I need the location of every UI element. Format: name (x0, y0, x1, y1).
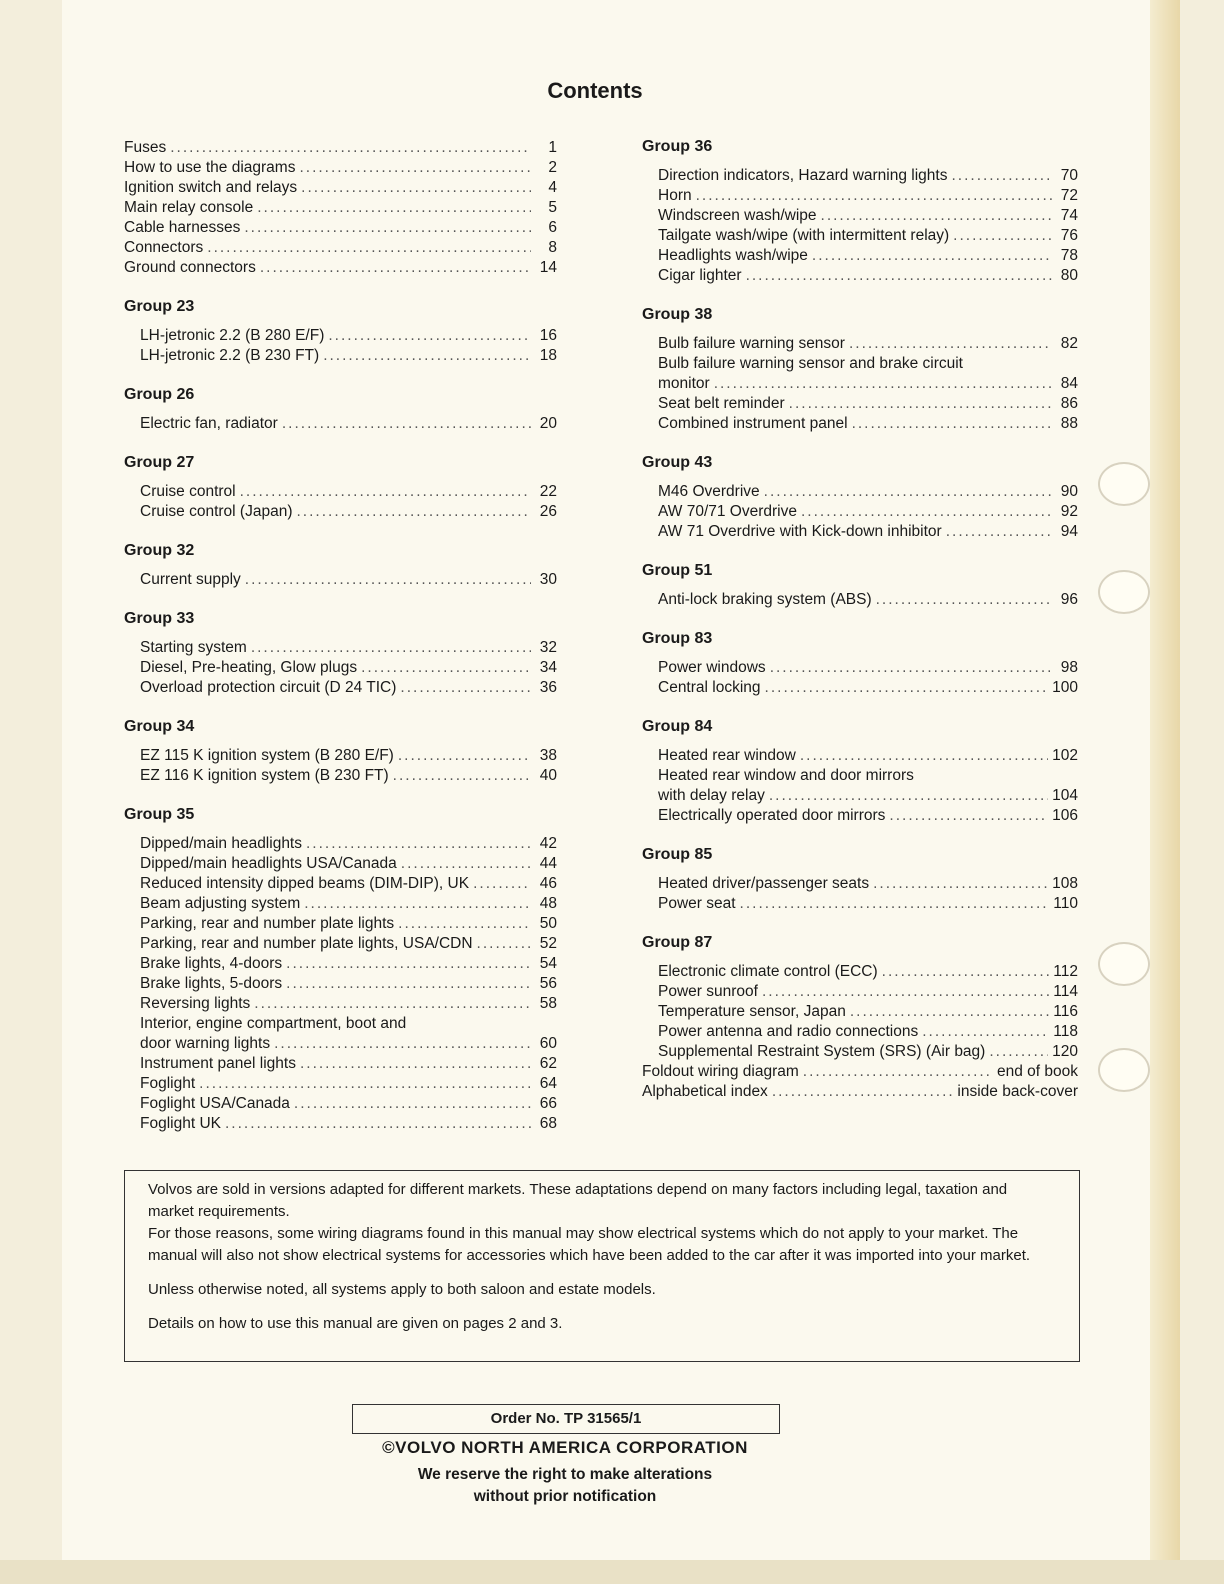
toc-entry (642, 590, 1078, 610)
toc-entry-page: 82 (1060, 335, 1078, 352)
toc-entry-page: 112 (1053, 963, 1078, 980)
toc-entry-label: Cable harnesses (124, 219, 241, 236)
toc-entry-page: 8 (548, 239, 557, 256)
dot-leader (257, 198, 531, 218)
toc-entry (124, 834, 557, 854)
dot-leader (300, 1054, 531, 1074)
toc-entry-label: Overload protection circuit (D 24 TIC) (140, 679, 397, 696)
toc-entry (642, 1082, 1078, 1102)
toc-entry-page: 4 (548, 179, 557, 196)
toc-entry (124, 746, 557, 766)
dot-leader (812, 246, 1052, 266)
dot-leader (398, 746, 531, 766)
toc-entry-label: with delay relay (658, 787, 765, 804)
dot-leader (199, 1074, 531, 1094)
toc-entry (124, 238, 557, 258)
dot-leader (889, 806, 1048, 826)
toc-entry-page: 18 (539, 347, 557, 364)
toc-entry-label: Cruise control (140, 483, 236, 500)
toc-entry (124, 178, 557, 198)
toc-entry-page: 22 (539, 483, 557, 500)
toc-entry (642, 374, 1078, 394)
toc-entry (124, 994, 557, 1014)
toc-entry (124, 914, 557, 934)
dot-leader (225, 1114, 531, 1134)
toc-entry (124, 1014, 557, 1034)
toc-entry-label: Connectors (124, 239, 204, 256)
dot-leader (876, 590, 1052, 610)
dot-leader (772, 1082, 954, 1102)
toc-entry (642, 1042, 1078, 1062)
toc-entry-page: 104 (1052, 787, 1078, 804)
toc-entry (124, 258, 557, 278)
toc-entry-page: 70 (1060, 167, 1078, 184)
toc-entry-label: Combined instrument panel (658, 415, 848, 432)
alterations-line: without prior notification (473, 1488, 657, 1505)
dot-leader (789, 394, 1052, 414)
toc-entry (124, 766, 557, 786)
toc-entry-label: Dipped/main headlights USA/Canada (140, 855, 397, 872)
toc-entry-page: 52 (539, 935, 557, 952)
group-heading: Group 43 (642, 454, 713, 471)
toc-entry-label: Power sunroof (658, 983, 758, 1000)
toc-entry (124, 1054, 557, 1074)
toc-entry-page: 58 (539, 995, 557, 1012)
toc-entry-label: Diesel, Pre-heating, Glow plugs (140, 659, 358, 676)
toc-entry-page: 48 (539, 895, 557, 912)
toc-entry-page: 110 (1053, 895, 1078, 912)
dot-leader (393, 766, 531, 786)
toc-entry-page: 84 (1060, 375, 1078, 392)
dot-leader (254, 994, 531, 1014)
toc-entry-page: 46 (539, 875, 557, 892)
toc-entry-label: Cruise control (Japan) (140, 503, 293, 520)
toc-entry-label: M46 Overdrive (658, 483, 760, 500)
toc-entry-label: Alphabetical index (642, 1083, 768, 1100)
toc-entry-label: Heated driver/passenger seats (658, 875, 870, 892)
toc-entry-label: Parking, rear and number plate lights (140, 915, 395, 932)
dot-leader (294, 1094, 531, 1114)
toc-entry-page: 34 (539, 659, 557, 676)
toc-entry-label: Cigar lighter (658, 267, 742, 284)
dot-leader (850, 1002, 1049, 1022)
toc-entry (124, 158, 557, 178)
dot-leader (873, 874, 1048, 894)
toc-entry-label: Main relay console (124, 199, 254, 216)
toc-entry (124, 954, 557, 974)
dot-leader (323, 346, 531, 366)
toc-entry-page: 108 (1052, 875, 1078, 892)
dot-leader (274, 1034, 531, 1054)
toc-entry (124, 1034, 557, 1054)
notice-paragraph: Volvos are sold in versions adapted for different markets. These adaptations depend on many factors including legal, taxation and market requirements. (148, 1181, 1008, 1220)
toc-entry (642, 658, 1078, 678)
dot-leader (951, 166, 1052, 186)
toc-entry-label: How to use the diagrams (124, 159, 296, 176)
group-heading: Group 34 (124, 718, 195, 735)
dot-leader (764, 482, 1052, 502)
group-heading: Group 32 (124, 542, 195, 559)
toc-entry (124, 934, 557, 954)
toc-entry-page: 60 (539, 1035, 557, 1052)
toc-entry (124, 346, 557, 366)
dot-leader (801, 502, 1052, 522)
toc-entry-label: Seat belt reminder (658, 395, 785, 412)
dot-leader (400, 678, 531, 698)
toc-entry-label: Beam adjusting system (140, 895, 301, 912)
dot-leader (304, 894, 531, 914)
alterations-line: We reserve the right to make alterations (417, 1466, 713, 1483)
toc-entry-label: Heated rear window (658, 747, 796, 764)
notice-paragraph: For those reasons, some wiring diagrams found in this manual may show electrical systems which do not apply to your market. The manual will also not show electrical systems for accessories which have been added to the car after it was imported into your market. (148, 1225, 1031, 1264)
toc-entry-label: Bulb failure warning sensor and brake circuit (658, 355, 963, 372)
dot-leader (398, 914, 531, 934)
group-heading: Group 38 (642, 306, 713, 323)
toc-entry (642, 334, 1078, 354)
toc-entry-page: 118 (1053, 1023, 1078, 1040)
toc-entry-label: Central locking (658, 679, 761, 696)
toc-entry (642, 414, 1078, 434)
toc-entry-page: 114 (1053, 983, 1078, 1000)
toc-entry-page: 120 (1052, 1043, 1078, 1060)
toc-entry (124, 974, 557, 994)
toc-entry-page: 116 (1053, 1003, 1078, 1020)
toc-entry-page: 62 (539, 1055, 557, 1072)
toc-entry-label: Horn (658, 187, 692, 204)
dot-leader (953, 226, 1052, 246)
toc-entry-page: 72 (1060, 187, 1078, 204)
toc-entry (124, 1114, 557, 1134)
toc-entry-label: Foldout wiring diagram (642, 1063, 799, 1080)
toc-entry (642, 206, 1078, 226)
dot-leader (207, 238, 531, 258)
binder-tab (1098, 1048, 1150, 1092)
dot-leader (762, 982, 1049, 1002)
toc-entry-page: 38 (539, 747, 557, 764)
page-bottom-shadow (0, 1560, 1224, 1584)
toc-entry (642, 894, 1078, 914)
page-title: Contents (547, 78, 643, 103)
toc-entry (124, 678, 557, 698)
toc-entry-page: inside back-cover (957, 1083, 1078, 1100)
toc-entry-page: 98 (1060, 659, 1078, 676)
toc-entry-page: 5 (548, 199, 557, 216)
binder-tab (1098, 462, 1150, 506)
toc-entry-page: 54 (539, 955, 557, 972)
toc-entry-label: Power seat (658, 895, 736, 912)
dot-leader (401, 854, 531, 874)
dot-leader (328, 326, 531, 346)
toc-entry-label: AW 71 Overdrive with Kick-down inhibitor (658, 523, 942, 540)
toc-entry-label: LH-jetronic 2.2 (B 230 FT) (140, 347, 320, 364)
dot-leader (770, 658, 1052, 678)
toc-entry-label: Electrically operated door mirrors (658, 807, 886, 824)
dot-leader (251, 638, 531, 658)
toc-entry-page: 100 (1052, 679, 1078, 696)
toc-entry-page: end of book (996, 1063, 1078, 1080)
toc-entry (642, 982, 1078, 1002)
toc-entry-label: Parking, rear and number plate lights, USA/CDN (140, 935, 473, 952)
toc-entry-page: 44 (539, 855, 557, 872)
toc-entry-page: 106 (1052, 807, 1078, 824)
toc-entry-page: 96 (1060, 591, 1078, 608)
dot-leader (296, 502, 531, 522)
toc-entry (642, 1002, 1078, 1022)
toc-entry (642, 354, 1078, 374)
group-heading: Group 26 (124, 386, 195, 403)
dot-leader (245, 570, 531, 590)
dot-leader (746, 266, 1052, 286)
toc-entry-page: 86 (1060, 395, 1078, 412)
toc-entry (124, 198, 557, 218)
toc-entry-label: Foglight USA/Canada (140, 1095, 290, 1112)
toc-entry-page: 20 (539, 415, 557, 432)
alterations-note (290, 1464, 840, 1508)
toc-entry-label: Dipped/main headlights (140, 835, 302, 852)
toc-entry-label: Power windows (658, 659, 766, 676)
toc-entry (642, 246, 1078, 266)
toc-entry-label: Instrument panel lights (140, 1055, 296, 1072)
group-heading: Group 35 (124, 806, 195, 823)
toc-entry (642, 394, 1078, 414)
toc-entry-label: LH-jetronic 2.2 (B 280 E/F) (140, 327, 325, 344)
dot-leader (301, 178, 531, 198)
toc-entry (642, 874, 1078, 894)
group-heading: Group 85 (642, 846, 713, 863)
toc-entry-label: Reduced intensity dipped beams (DIM-DIP), UK (140, 875, 470, 892)
dot-leader (989, 1042, 1048, 1062)
toc-entry (124, 1074, 557, 1094)
toc-entry (642, 806, 1078, 826)
toc-entry-page: 64 (539, 1075, 557, 1092)
toc-entry (124, 638, 557, 658)
toc-entry (642, 522, 1078, 542)
dot-leader (240, 482, 531, 502)
group-heading: Group 84 (642, 718, 713, 735)
toc-entry (124, 894, 557, 914)
toc-entry-page: 6 (548, 219, 557, 236)
dot-leader (849, 334, 1052, 354)
toc-entry (124, 482, 557, 502)
toc-entry (642, 962, 1078, 982)
toc-right-column (642, 138, 1078, 1102)
toc-entry-label: Interior, engine compartment, boot and (140, 1015, 407, 1032)
toc-entry-label: Electronic climate control (ECC) (658, 963, 878, 980)
dot-leader (477, 934, 531, 954)
toc-entry-label: Foglight (140, 1075, 196, 1092)
toc-entry-label: Current supply (140, 571, 241, 588)
dot-leader (282, 414, 531, 434)
toc-entry-label: Supplemental Restraint System (SRS) (Air bag) (658, 1043, 986, 1060)
dot-leader (852, 414, 1052, 434)
page-edge (1150, 0, 1180, 1584)
toc-entry-page: 78 (1060, 247, 1078, 264)
toc-entry-page: 26 (539, 503, 557, 520)
toc-entry-page: 16 (539, 327, 557, 344)
toc-entry (642, 502, 1078, 522)
toc-entry (642, 1022, 1078, 1042)
order-number: Order No. TP 31565/1 (352, 1404, 780, 1434)
binder-tab (1098, 942, 1150, 986)
toc-entry (642, 226, 1078, 246)
toc-entry (124, 854, 557, 874)
toc-entry-label: monitor (658, 375, 710, 392)
toc-entry-page: 94 (1060, 523, 1078, 540)
dot-leader (260, 258, 531, 278)
group-heading: Group 23 (124, 298, 195, 315)
toc-entry-label: AW 70/71 Overdrive (658, 503, 797, 520)
toc-entry-page: 42 (539, 835, 557, 852)
toc-entry (642, 482, 1078, 502)
toc-entry-page: 1 (548, 139, 557, 156)
group-heading: Group 27 (124, 454, 195, 471)
dot-leader (714, 374, 1052, 394)
toc-entry-label: Direction indicators, Hazard warning lights (658, 167, 948, 184)
toc-entry (124, 326, 557, 346)
toc-entry-page: 14 (539, 259, 557, 276)
toc-entry-label: Anti-lock braking system (ABS) (658, 591, 872, 608)
dot-leader (803, 1062, 993, 1082)
toc-entry-label: Temperature sensor, Japan (658, 1003, 846, 1020)
toc-entry-label: Brake lights, 5-doors (140, 975, 283, 992)
toc-entry-label: Ignition switch and relays (124, 179, 298, 196)
toc-entry-page: 74 (1060, 207, 1078, 224)
toc-entry-page: 56 (539, 975, 557, 992)
toc-entry (124, 502, 557, 522)
toc-entry (124, 570, 557, 590)
toc-entry-label: Brake lights, 4-doors (140, 955, 283, 972)
toc-entry-page: 92 (1060, 503, 1078, 520)
dot-leader (170, 138, 531, 158)
toc-entry-page: 30 (539, 571, 557, 588)
dot-leader (244, 218, 531, 238)
toc-entry (124, 874, 557, 894)
toc-entry (124, 1094, 557, 1114)
toc-entry-label: door warning lights (140, 1035, 271, 1052)
toc-entry (642, 1062, 1078, 1082)
toc-entry-label: Foglight UK (140, 1115, 221, 1132)
toc-entry (124, 138, 557, 158)
toc-entry-label: Electric fan, radiator (140, 415, 278, 432)
toc-entry-page: 102 (1052, 747, 1078, 764)
toc-entry-page: 76 (1060, 227, 1078, 244)
toc-entry-label: Tailgate wash/wipe (with intermittent relay) (658, 227, 950, 244)
dot-leader (286, 954, 531, 974)
toc-entry (124, 658, 557, 678)
toc-entry (642, 186, 1078, 206)
binder-tab (1098, 570, 1150, 614)
toc-entry-label: Ground connectors (124, 259, 256, 276)
dot-leader (473, 874, 531, 894)
toc-entry-page: 80 (1060, 267, 1078, 284)
corporation-name: ©VOLVO NORTH AMERICA CORPORATION (382, 1438, 748, 1457)
toc-entry-page: 2 (548, 159, 557, 176)
toc-entry-page: 68 (539, 1115, 557, 1132)
dot-leader (946, 522, 1052, 542)
notice-paragraph: Unless otherwise noted, all systems apply to both saloon and estate models. (148, 1281, 656, 1298)
toc-entry (642, 786, 1078, 806)
toc-entry-page: 40 (539, 767, 557, 784)
toc-entry-label: Starting system (140, 639, 247, 656)
group-heading: Group 51 (642, 562, 713, 579)
toc-entry-label: Heated rear window and door mirrors (658, 767, 914, 784)
toc-left-column (124, 138, 557, 1134)
toc-entry (642, 266, 1078, 286)
toc-entry (124, 414, 557, 434)
dot-leader (286, 974, 531, 994)
group-heading: Group 33 (124, 610, 195, 627)
dot-leader (361, 658, 531, 678)
toc-entry-label: Reversing lights (140, 995, 251, 1012)
toc-entry (642, 166, 1078, 186)
market-notice-box (124, 1170, 1080, 1362)
group-heading: Group 36 (642, 138, 713, 155)
toc-entry-label: EZ 116 K ignition system (B 230 FT) (140, 767, 389, 784)
toc-entry-page: 88 (1060, 415, 1078, 432)
toc-entry-label: Headlights wash/wipe (658, 247, 808, 264)
toc-entry-label: Windscreen wash/wipe (658, 207, 817, 224)
dot-leader (922, 1022, 1049, 1042)
toc-entry-label: EZ 115 K ignition system (B 280 E/F) (140, 747, 394, 764)
toc-entry-label: Power antenna and radio connections (658, 1023, 919, 1040)
dot-leader (821, 206, 1052, 226)
toc-entry (642, 678, 1078, 698)
dot-leader (765, 678, 1049, 698)
toc-entry-label: Bulb failure warning sensor (658, 335, 845, 352)
toc-entry-page: 90 (1060, 483, 1078, 500)
group-heading: Group 87 (642, 934, 713, 951)
toc-entry (124, 218, 557, 238)
dot-leader (299, 158, 531, 178)
toc-entry-page: 32 (539, 639, 557, 656)
toc-entry-page: 66 (539, 1095, 557, 1112)
dot-leader (769, 786, 1048, 806)
toc-entry (642, 746, 1078, 766)
dot-leader (800, 746, 1048, 766)
toc-entry-label: Fuses (124, 139, 167, 156)
dot-leader (882, 962, 1050, 982)
toc-entry-page: 50 (539, 915, 557, 932)
dot-leader (696, 186, 1052, 206)
toc-entry (642, 766, 1078, 786)
group-heading: Group 83 (642, 630, 713, 647)
notice-paragraph: Details on how to use this manual are given on pages 2 and 3. (148, 1315, 563, 1332)
toc-tail (642, 1062, 1078, 1102)
dot-leader (740, 894, 1050, 914)
toc-entry-page: 36 (539, 679, 557, 696)
dot-leader (306, 834, 531, 854)
